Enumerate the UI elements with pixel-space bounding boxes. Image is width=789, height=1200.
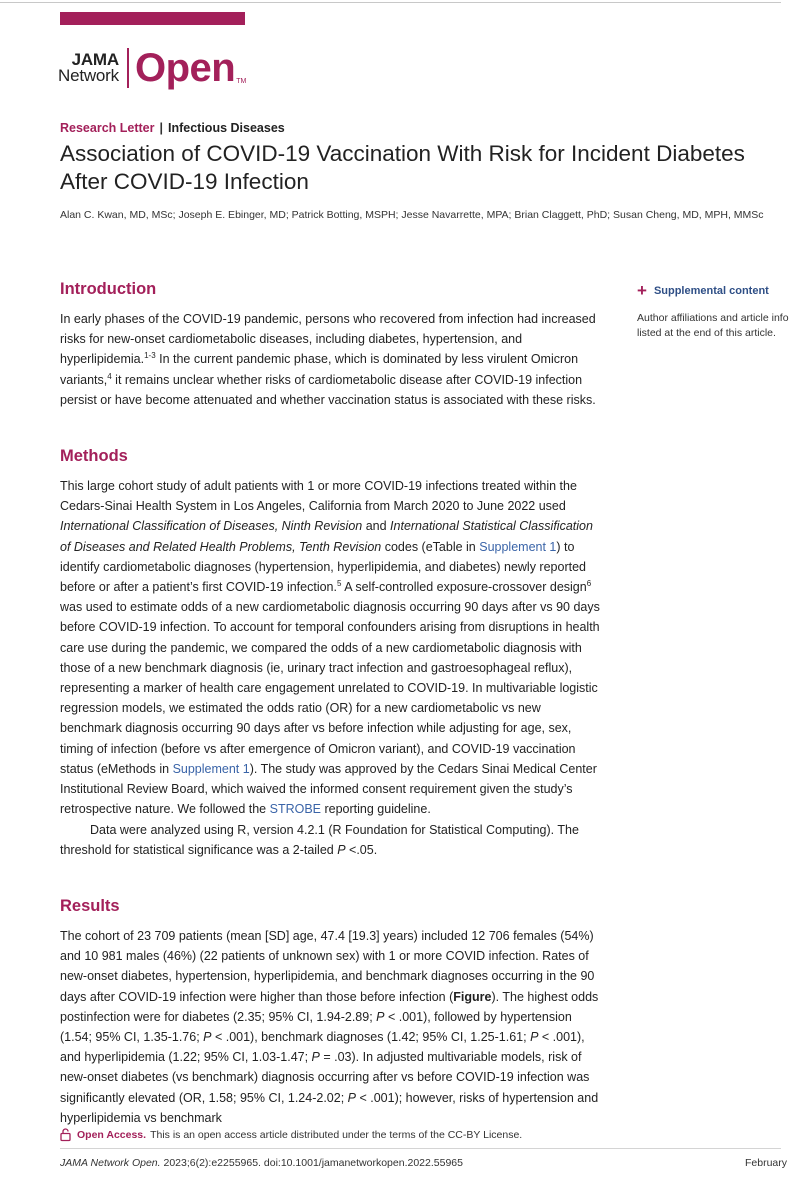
supplemental-content-label: Supplemental content: [653, 285, 769, 297]
results-paragraph: The cohort of 23 709 patients (mean [SD] age, 47.4 [19.3] years) included 12 706 females (54%) and 10 981 males (46%) (22 patients of unknown sex) with 1 or more COVID infection. Rates of new-onset diabetes, hypertension, hyperlipidemia, and benchmark diagnoses occurring in the 90 days after COVID-19 infection were higher than those before infection (Figure). The highest odds postinfection were for diabetes (2.35; 95% CI, 1.94-2.89; P < .001), followed by hypertension (1.54; 95% CI, 1.35-1.76; P < .001), benchmark diagnoses (1.42; 95% CI, 1.25-1.61; P < .001), and hyperlipidemia (1.22; 95% CI, 1.03-1.47; P = .03). In adjusted multivariable models, risk of new-onset diabetes (vs benchmark) diagnosis occurring after vs before COVID-19 infection was significantly elevated (OR, 1.58; 95% CI, 1.24-2.02; P < .001); however, risks of hypertension and hyperlipidemia vs benchmark: [60, 929, 599, 1125]
plus-icon: +: [637, 281, 647, 300]
article-kicker: [60, 121, 285, 135]
logo-divider: [127, 48, 129, 88]
citation-doi: 2023;6(2):e2255965. doi:10.1001/jamanetworkopen.2022.55965: [160, 1157, 463, 1169]
open-access-text: This is an open access article distributed under the terms of the CC-BY License.: [150, 1128, 523, 1141]
author-affiliations-note: [637, 311, 789, 341]
introduction-heading: Introduction: [60, 280, 157, 298]
kicker-separator: |: [159, 121, 163, 135]
supplement-1-link-2[interactable]: Supplement 1: [172, 761, 250, 776]
logo-trademark: TM: [236, 78, 247, 85]
methods-paragraph-1: This large cohort study of adult patients with 1 or more COVID-19 infections treated within the Cedars-Sinai Health System in Los Angeles, California from March 2020 to June 2022 used International Classification of Diseases, Ninth Revision and International Statistical Classification of Diseases and Related Health Problems, Tenth Revision codes (eTable in Supplement 1) to identify cardiometabolic diagnoses (hypertension, hyperlipidemia, and diabetes) newly reported before or after a patient’s first COVID-19 infection.$^5$ A self-controlled exposure-crossover design$^6$ was used to estimate odds of a new cardiometabolic diagnosis occurring 90 days after vs 90 days before COVID-19 infection. To account for temporal confounders arising from disruptions in health care use during the pandemic, we compared the odds of a new cardiometabolic diagnosis with those of a new benchmark diagnosis (ie, urinary tract infection and gastroesophageal reflux), representing a marker of health care engagement unrelated to COVID-19. In multivariable logistic regression models, we estimated the odds ratio (OR) for a new cardiometabolic vs new benchmark diagnosis occurring 90 days after vs before infection while adjusting for age, sex, timing of infection (before vs after emergence of Omicron variant), and COVID-19 vaccination status (eMethods in Supplement 1). The study was approved by the Cedars Sinai Medical Center Institutional Review Board, which waived the informed consent requirement given the study’s retrospective nature. We followed the STROBE reporting guideline.: [60, 479, 600, 817]
methods-heading: Methods: [60, 447, 128, 465]
introduction-paragraph: In early phases of the COVID-19 pandemic, persons who recovered from infection had increased risks for new-onset cardiometabolic diseases, including diabetes, hypertension, and hyperlipidemia.$^{1-3}$ In the current pandemic phase, which is dominated by less virulent Omicron variants,$^4$ it remains unclear whether risks of cardiometabolic disease after COVID-19 infection persist or have become attenuated and whether vaccination status is associated with these risks.: [60, 312, 596, 407]
reference-5[interactable]: 5: [336, 578, 342, 588]
supplemental-content-link[interactable]: [637, 281, 769, 300]
article-type: Research Letter: [60, 121, 155, 135]
author-list: Alan C. Kwan, MD, MSc; Joseph E. Ebinger, MD; Patrick Botting, MSPH; Jesse Navarrette, MPA; Brian Claggett, PhD; Susan Cheng, MD, MPH, MMSc: [60, 209, 764, 221]
jama-network-open-logo[interactable]: [58, 45, 246, 91]
logo-open-text: Open: [134, 46, 236, 90]
logo-network-text: Network: [58, 66, 119, 85]
strobe-link[interactable]: STROBE: [269, 802, 322, 817]
brand-color-bar: [60, 12, 245, 25]
open-access-notice: [60, 1128, 522, 1141]
top-border: [0, 2, 781, 3]
reference-4[interactable]: 4: [107, 371, 112, 381]
affiliations-line-2: listed at the end of this article.: [637, 327, 776, 339]
article-title: Association of COVID-19 Vaccination With Risk for Incident Diabetes After COVID-19 Infection: [60, 141, 745, 194]
logo-jama-text: JAMA: [71, 50, 119, 69]
article-category: Infectious Diseases: [168, 121, 285, 135]
footer-divider: [60, 1148, 781, 1149]
journal-name: JAMA Network Open.: [60, 1157, 161, 1169]
affiliations-line-1: Author affiliations and article info: [637, 312, 789, 324]
results-heading: Results: [60, 897, 120, 915]
footer-date: February: [745, 1157, 788, 1169]
footer-citation: [60, 1157, 463, 1169]
open-lock-icon: [60, 1128, 71, 1141]
methods-paragraph-2: Data were analyzed using R, version 4.2.1 (R Foundation for Statistical Computing). The threshold for statistical significance was a 2-tailed P <.05.: [60, 823, 579, 858]
logo-wordmark-left: [58, 52, 119, 84]
open-access-label: Open Access.: [77, 1128, 147, 1141]
figure-reference[interactable]: Figure: [453, 989, 492, 1004]
reference-6[interactable]: 6: [586, 578, 592, 588]
reference-1-3[interactable]: 1-3: [144, 351, 156, 361]
supplement-1-link[interactable]: Supplement 1: [479, 539, 557, 554]
